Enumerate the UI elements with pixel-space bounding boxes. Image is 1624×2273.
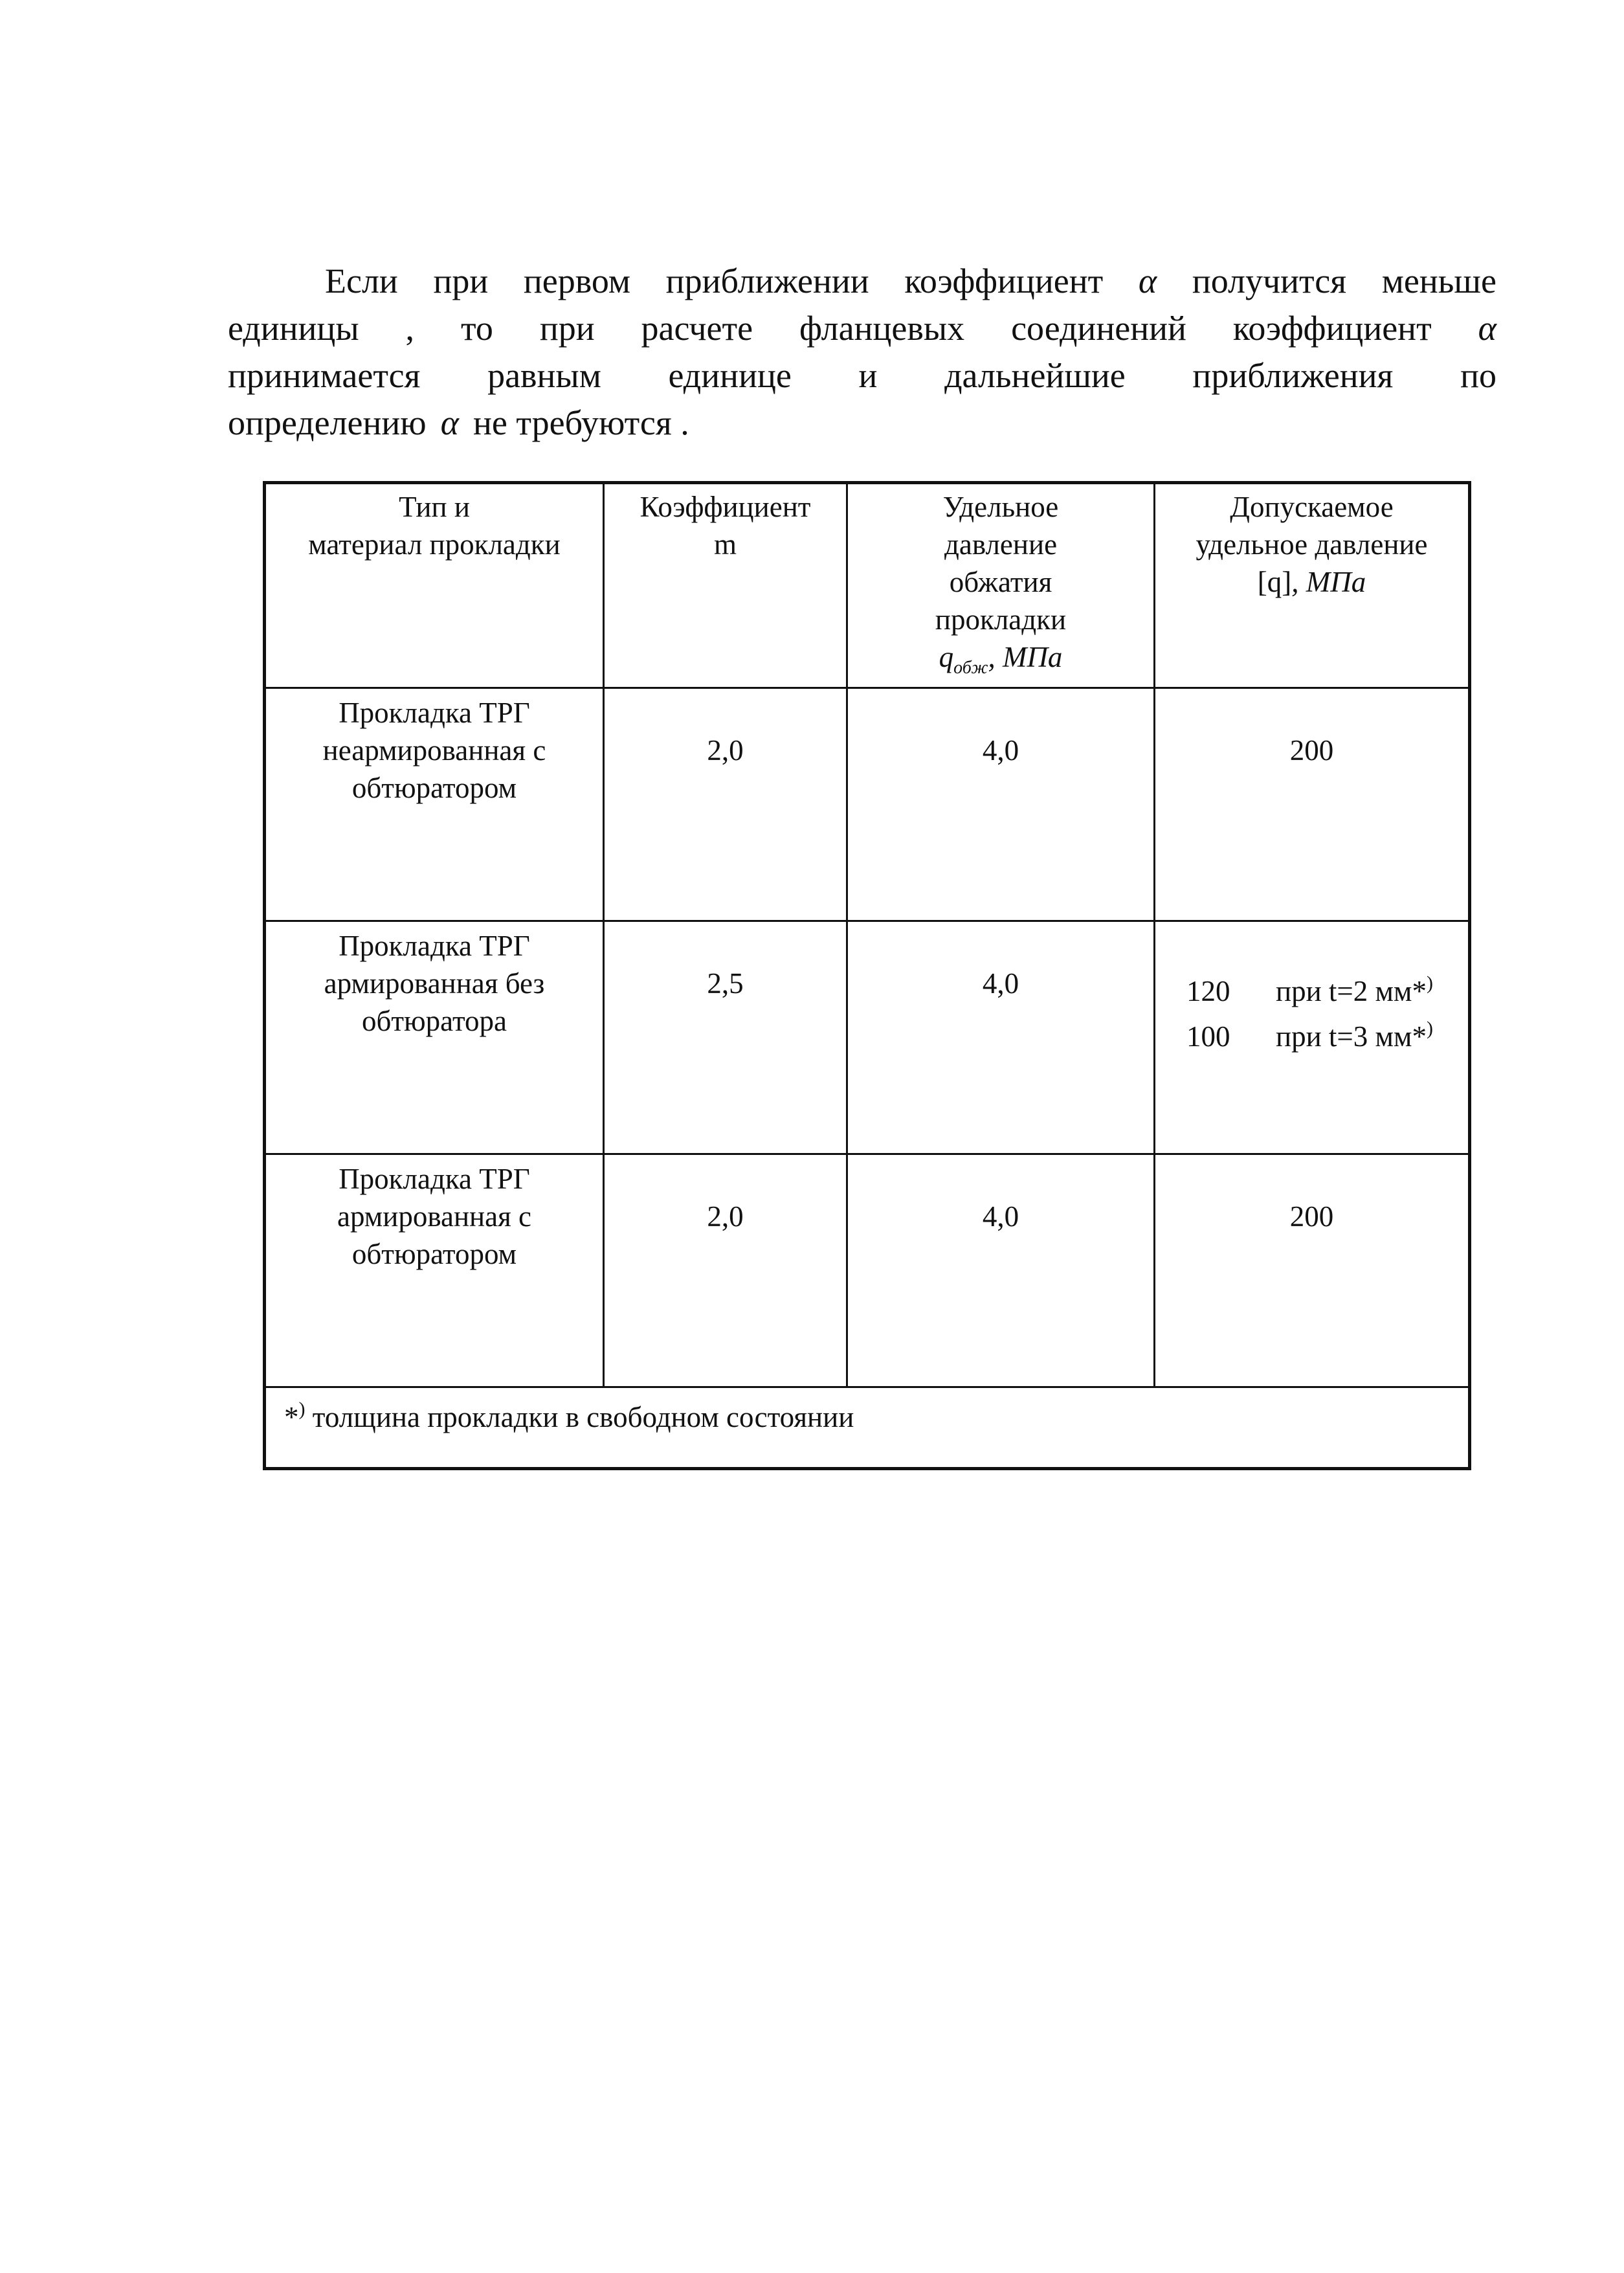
pair-condition: при t=2 мм* xyxy=(1276,975,1427,1007)
paragraph-line-2 xyxy=(228,305,1496,352)
footnote-cell xyxy=(265,1387,1470,1469)
word: единице xyxy=(668,356,792,395)
word: Если xyxy=(325,262,398,300)
word: коэффициент xyxy=(1232,309,1432,348)
cell-q-obzh xyxy=(847,1154,1155,1387)
alpha-symbol: α xyxy=(1478,309,1496,348)
header-text: Допускаемое xyxy=(1230,491,1394,523)
alpha-symbol: α xyxy=(1138,262,1157,300)
word: дальнейшие xyxy=(944,356,1126,395)
unit-label: , МПа xyxy=(1291,566,1366,598)
cell-text: Прокладка ТРГ xyxy=(339,697,530,729)
word: при xyxy=(539,309,595,348)
cell-m xyxy=(604,1154,847,1387)
table-row xyxy=(265,921,1470,1154)
cell-text: армированная с xyxy=(337,1200,532,1233)
footnote-text: толщина прокладки в свободном состоянии xyxy=(305,1401,854,1433)
pair-value: 120 xyxy=(1186,975,1230,1007)
word: не требуются . xyxy=(473,403,689,442)
word: единицы xyxy=(228,309,359,348)
header-text: прокладки xyxy=(935,603,1067,636)
header-text: m xyxy=(713,528,737,561)
header-text: удельное давление xyxy=(1196,528,1428,561)
table-header-row xyxy=(265,483,1470,688)
word: приближения xyxy=(1192,356,1394,395)
gasket-properties-table xyxy=(263,481,1471,1470)
cell-m xyxy=(604,921,847,1154)
header-coefficient-m xyxy=(604,483,847,688)
word: меньше xyxy=(1381,262,1496,300)
table-row xyxy=(265,1154,1470,1387)
cell-text: обтюратором xyxy=(351,772,517,804)
value: 2,0 xyxy=(707,734,744,767)
value: 200 xyxy=(1289,734,1334,767)
header-text: материал прокладки xyxy=(308,528,561,561)
allowed-pair xyxy=(1155,1010,1468,1055)
word: приближении xyxy=(665,262,869,300)
word: коэффициент xyxy=(904,262,1104,300)
subscript: обж xyxy=(953,658,988,678)
word: , xyxy=(405,309,415,348)
value: 4,0 xyxy=(982,1200,1019,1233)
word: то xyxy=(460,309,493,348)
value: 200 xyxy=(1289,1200,1334,1233)
cell-m xyxy=(604,688,847,921)
cell-q-obzh xyxy=(847,688,1155,921)
word: соединений xyxy=(1011,309,1186,348)
word: равным xyxy=(487,356,601,395)
footnote-mark: ) xyxy=(298,1398,306,1420)
cell-text: Прокладка ТРГ xyxy=(339,1163,530,1195)
header-specific-pressure xyxy=(847,483,1155,688)
header-text: Тип и xyxy=(399,491,470,523)
word: при xyxy=(433,262,489,300)
alpha-symbol: α xyxy=(440,403,460,442)
word: принимается xyxy=(228,356,421,395)
value: 2,5 xyxy=(707,967,744,1000)
header-formula xyxy=(1155,563,1468,601)
cell-q-obzh xyxy=(847,921,1155,1154)
intro-paragraph xyxy=(228,258,1496,447)
header-formula xyxy=(848,638,1153,687)
cell-gasket-type xyxy=(265,921,604,1154)
paragraph-line-4 xyxy=(228,399,1496,447)
word: получится xyxy=(1192,262,1347,300)
cell-text: обтюратором xyxy=(351,1238,517,1270)
word: первом xyxy=(523,262,631,300)
cell-gasket-type xyxy=(265,688,604,921)
word: фланцевых xyxy=(799,309,965,348)
q-bracket-symbol: [q] xyxy=(1257,566,1292,598)
footnote-marker: * xyxy=(284,1401,299,1433)
paragraph-line-1 xyxy=(228,258,1496,305)
cell-text: обтюратора xyxy=(361,1005,507,1037)
word: и xyxy=(858,356,878,395)
word: по xyxy=(1460,356,1496,395)
cell-text: неармированная с xyxy=(322,734,546,767)
footnote-mark: ) xyxy=(1427,972,1433,994)
cell-text: Прокладка ТРГ xyxy=(339,930,530,962)
header-text: Удельное xyxy=(942,491,1059,523)
q-symbol: q xyxy=(939,641,954,673)
table-footnote-row xyxy=(265,1387,1470,1469)
gasket-table-container xyxy=(263,481,1471,1470)
value: 4,0 xyxy=(982,967,1019,1000)
header-allowed-pressure xyxy=(1155,483,1470,688)
paragraph-line-3 xyxy=(228,352,1496,399)
table-row xyxy=(265,688,1470,921)
word: расчете xyxy=(641,309,753,348)
header-gasket-type xyxy=(265,483,604,688)
pair-condition: при t=3 мм* xyxy=(1276,1020,1427,1053)
header-text: давление xyxy=(944,528,1058,561)
allowed-pairs xyxy=(1155,927,1468,1055)
pair-value: 100 xyxy=(1186,1020,1230,1053)
header-text: Коэффициент xyxy=(640,491,811,523)
word: определению xyxy=(228,403,427,442)
value: 2,0 xyxy=(707,1200,744,1233)
cell-q-allowed xyxy=(1155,688,1470,921)
allowed-pair xyxy=(1155,965,1468,1010)
cell-q-allowed xyxy=(1155,921,1470,1154)
footnote-mark: ) xyxy=(1427,1018,1433,1039)
header-text: обжатия xyxy=(949,566,1052,598)
unit-label: , МПа xyxy=(988,641,1063,673)
cell-text: армированная без xyxy=(324,967,545,1000)
cell-q-allowed xyxy=(1155,1154,1470,1387)
value: 4,0 xyxy=(982,734,1019,767)
cell-gasket-type xyxy=(265,1154,604,1387)
